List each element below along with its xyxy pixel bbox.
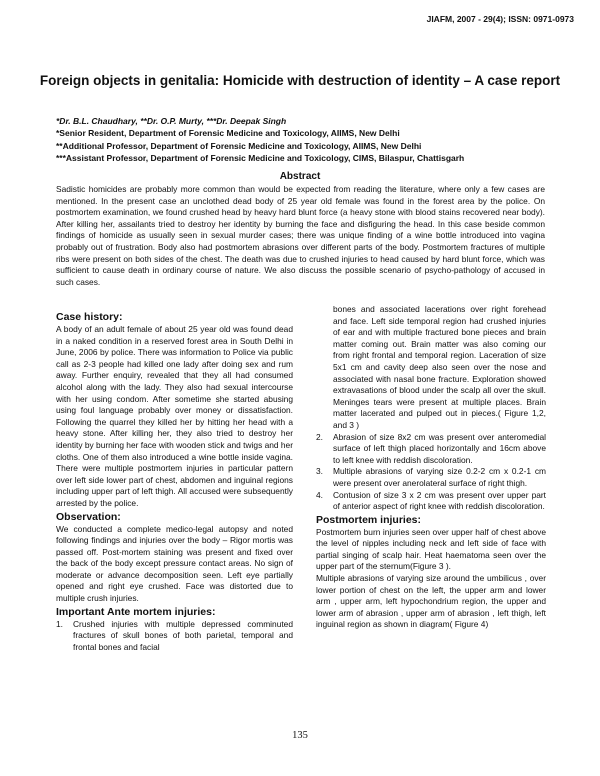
list-item (56, 619, 293, 654)
left-column (56, 304, 293, 653)
ante-mortem-list-continued (316, 432, 546, 513)
ante-mortem-list (56, 619, 293, 654)
list-item (316, 466, 546, 489)
affiliation: ***Assistant Professor, Department of Forensic Medicine and Toxicology, CIMS, Bilaspur, Chattisgarh (56, 152, 465, 163)
list-text: Multiple abrasions of varying size 0.2-2 cm x 0.2-1 cm were present over anerolateral surface of right thigh. (333, 466, 546, 488)
author-block (56, 115, 580, 164)
list-item (316, 490, 546, 513)
list-text: Contusion of size 3 x 2 cm was present over upper part of anterior aspect of right knee with reddish discoloration. (333, 489, 546, 512)
affiliation: *Senior Resident, Department of Forensic Medicine and Toxicology, AIIMS, New Delhi (56, 128, 400, 139)
abstract-text: Sadistic homicides are probably more common than would be expected from reading the literature, where only a few cases are mentioned. In the present case an unclothed dead body of 25 year old female was found in the forest area by the police. On postmortem examination, we found crushed head by heavy hard blunt force (a heavy stone with blood stains recovered near body). After killing her, assailants tried to destroy her identity by burning the face and disfiguring the head. In this case beside common findings of homicide as usually seen in sexual murder cases; there was unique finding of a wine bottle introduced into vagina probably out of frustration. Body also had postmortem abrasions over different parts of the body. Postmortem fractures of multiple ribs were present on both sides of the chest. The death was due to crushed injuries to head caused by hard blunt force, which was sufficient to cause death in ordinary course of nature. We also discuss the possible scenario of psycho-pathology of accused in such cases. (56, 184, 545, 287)
list-text: Abrasion of size 8x2 cm was present over anteromedial surface of left thigh placed horizontally and 16cm above to left knee with reddish discoloration. (333, 431, 546, 465)
article-title: Foreign objects in genitalia: Homicide with destruction of identity – A case report (39, 73, 561, 88)
list-number: 2. (316, 431, 323, 442)
list-number: 3. (316, 466, 323, 477)
abstract-heading: Abstract (279, 171, 321, 182)
post-mortem-text: Multiple abrasions of varying size around the umbilicus , over lower portion of chest on the left, the upper arm and lower arm , upper arm, left hypochondrium region, the upper and lower arm of abrasion , upper arm of abrasion , left thigh, left inguinal region as shown in diagram( Figure 4) (316, 573, 546, 630)
case-history-text: A body of an adult female of about 25 year old was found dead in a naked condition in a reserved forest area in South Delhi in June, 2006 by police. There was information to Police via public call as 2-3 people had killed one lady after doing sex and rum away. Further enquiry, revealed that they all had consumed alcohol along with the lady. They also had sexual intercourse with her using condom. After sometime she started abusing using foul language probably over money or dissatisfaction. Following the quarrel they killed her by hitting her head with a heavy stone. After killing her, they also tried to destroy her identity by burning her face with wooden stick and twigs and her cloths. One of them also introduced a wine bottle inside vagina. There were multiple postmortem injuries in particular pattern over left side lower part of chest, abdomen and inguinal regions including upper part of left thigh. All accused were subsequently arrested by the police. (56, 324, 293, 508)
ante-mortem-heading: Important Ante mortem injuries: (56, 605, 216, 618)
list-number: 1. (56, 618, 63, 629)
post-mortem-text: Postmortem burn injuries seen over upper half of chest above the level of nipples including neck and left side of face with partial singing of scalp hair. Heat haematoma seen over the upper part of the sternum(Figure 3 ). (316, 526, 546, 572)
page-number: 135 (292, 730, 308, 741)
author-names: *Dr. B.L. Chaudhary, **Dr. O.P. Murty, ***Dr. Deepak Singh (56, 116, 287, 126)
observation-heading: Observation: (56, 510, 121, 523)
list-number: 4. (316, 489, 323, 500)
case-history-heading: Case history: (56, 311, 123, 323)
list-text: Crushed injuries with multiple depressed comminuted fractures of skull bones of both parietal, temporal and frontal bones and facial (73, 618, 293, 652)
right-column (316, 304, 546, 631)
affiliation: **Additional Professor, Department of Forensic Medicine and Toxicology, AIIMS, New Delhi (56, 140, 422, 151)
list-item (316, 432, 546, 467)
journal-reference: JIAFM, 2007 - 29(4); ISSN: 0971-0973 (426, 14, 574, 24)
observation-text: We conducted a complete medico-legal autopsy and noted following findings and injuries over the body – Rigor mortis was passed off. Post-mortem staining was present and fixed over the back of the body except pressure contact areas. No sign of moderate or advance decomposition seen. Left eye partially opened and right eye crushed. Face was distorted due to multiple crush injuries. (56, 523, 293, 604)
ante-mortem-item-1-continued: bones and associated lacerations over right forehead and face. Left side temporal region had crushed injuries of ear and with multiple fractured bone pieces and brain matter coming out. Brain matter was also coming our from right frontal and temporal region. Laceration of size 5x1 cm and cavity deep also seen over the nose and associated with nasal bone fracture. Exploration showed extravasations of blood under the scalp all over the skull. Meninges tears were present at multiple places. Brain matter lacerated and pulped out in pieces.( Figure 1,2, and 3 ) (333, 304, 546, 430)
post-mortem-heading: Postmortem injuries: (316, 513, 422, 526)
